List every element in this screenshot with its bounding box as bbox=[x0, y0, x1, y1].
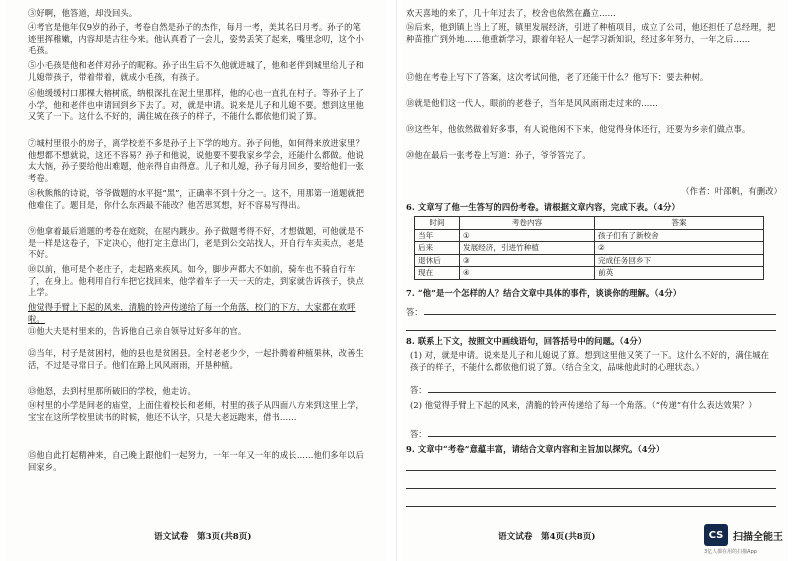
paragraph: ⑥他缓缓村口那棵大榕树底，纳根深扎在泥土里那样，他的心也一直扎在村子。等孙子上了小学，他和老伴也申请回到乡下去了。对，就是申请。说来是儿子和儿媳不要。想到这里他又笑了一下。这什么不好的，满住城在孩子的样子，不能什么都依他们说了算。 bbox=[28, 88, 364, 122]
paragraph: ④考官是他年仅9岁的孙子，考卷自然是孙子的杰作，每月一考，美其名曰月考。孙子的笔迹里挥稚嫩，内容却是古往今来。他认真看了一会儿，姿势丢笑了起来，嘴里念叨，这个小毛孩。 bbox=[28, 22, 364, 56]
answer-label: 答： bbox=[410, 429, 427, 439]
page-footer: 语文试卷 第3页(共8页) bbox=[154, 532, 252, 542]
page-divider bbox=[396, 0, 397, 561]
paragraph: 欢天喜地的来了，几十年过去了，校舍也依然在矗立…… bbox=[406, 8, 616, 18]
table-cell[interactable]: ③ bbox=[460, 254, 595, 267]
table-cell[interactable]: ① bbox=[460, 229, 595, 242]
right-page bbox=[402, 0, 788, 561]
table-row bbox=[415, 267, 764, 280]
watermark-subtitle: 3亿人都在用的扫描App bbox=[704, 549, 757, 555]
paragraph: ⑩以前，他可是个老庄子，走起路来疾风。如今，脚步声都大不如前，骑车也不骑自行车了，在身上。他利用自行车把它找回来，他学着车子一天一天的走，到家就告诉孩子，快点上学。 bbox=[28, 264, 364, 298]
paragraph: ⑮他自此打起精神来，自己晚上跟他们一起努力，一年一年又一年的成长……他们多年以后回家乡。 bbox=[28, 450, 364, 472]
paragraph: ⑯后来，他到镇上当上了班，镇里发展经济，引进了种植项目，成立了公司，他还担任了总经理，把种苗推广到外地……他重新学习，跟着年轻人一起学习新知识，经过多年努力，一年之后…… bbox=[406, 22, 776, 44]
question-6: 6. 文章写了他一生答写的四份考卷。请根据文章内容，完成下表。（4分） bbox=[406, 202, 680, 212]
paragraph: ⑫当年，村子是贫困村，他的县也是贫困县。全村老老少少，一起扑腾着种植果林，改善生活，不过是寻常日子。他们在路上风风雨雨，开垦种植。 bbox=[28, 348, 364, 370]
camscanner-logo-icon: CS bbox=[704, 524, 728, 546]
table-header: 时间 bbox=[415, 217, 460, 230]
answer-line[interactable] bbox=[424, 314, 776, 315]
watermark-title: 扫描全能王 bbox=[733, 531, 783, 543]
question-8-part-2: (2) 他觉得手臂上下起的风来，清脆的铃声传递给了每一个角落。（“传递”有什么表达效果？） bbox=[410, 400, 757, 410]
left-page bbox=[6, 0, 386, 561]
table-cell[interactable]: ② bbox=[595, 242, 764, 255]
question-9: 9. 文章中“考卷”意蕴丰富，请结合文章内容和主旨加以探究。（4分） bbox=[406, 444, 665, 454]
table-cell: 前英 bbox=[595, 267, 764, 280]
paragraph: ⑦城村里很小的房子，离学校差不多是孙子上下学的地方。孙子问他，如何得来放进家里？他想都不想就说，这还不容易？孙子和他说，说他要不要我家乡学会，还能什么都做。他说太大恼，孙子要给他出难题，他亲得自由得意。儿子和儿媳，孙子每月回乡，要给他们一张考卷。 bbox=[28, 138, 364, 183]
answer-table bbox=[414, 216, 764, 280]
table-cell: 发展经济，引进竹种植 bbox=[460, 242, 595, 255]
answer-line[interactable] bbox=[428, 392, 776, 393]
paragraph: ⑬他怒，去到村里那所破旧的学校，他走访。 bbox=[28, 386, 196, 396]
paragraph: ⑲这些年，他依然做着好多事，有人说他闲不下来，他觉得身体还行，还要为乡亲们做点事。 bbox=[406, 124, 751, 134]
underlined-sentence: 他觉得手臂上下起的风来，清脆的铃声传递给了每一个角落，校门的下方，大家都在欢呼啦。 bbox=[28, 302, 356, 324]
question-7: 7. “他”是一个怎样的人？结合文章中具体的事件，谈谈你的理解。（4分） bbox=[406, 288, 682, 298]
table-cell: 完成任务回乡下 bbox=[595, 254, 764, 267]
paragraph: ⑨他拿着最后道题的考卷在庭院，在屋内踱步。孙子做题考得不好，才想做题，可他就是不是一样是这卷子，下定决心，他打定主意出门，老是到公交站找人，开自行车卖卖点，老是不好。 bbox=[28, 226, 364, 260]
table-row bbox=[415, 229, 764, 242]
scanner-watermark bbox=[704, 524, 783, 546]
paragraph: ⑭村里的小学是间老的庙堂，上面住着校长和老师，村里的孩子从四面八方来到这里上学，宝宝在这所学校里读书的时候，他还不认字，只是大老远跑来，借书…… bbox=[28, 400, 364, 422]
paragraph: ⑪他大夫是村里来的，告诉他自己亲自领导过好多年的官。 bbox=[28, 326, 247, 336]
table-cell: 后来 bbox=[415, 242, 460, 255]
table-cell: 现在 bbox=[415, 267, 460, 280]
answer-label: 答： bbox=[406, 307, 423, 317]
answer-line[interactable] bbox=[406, 488, 776, 489]
answer-line[interactable] bbox=[428, 436, 776, 437]
answer-line[interactable] bbox=[406, 330, 776, 331]
table-cell: 当年 bbox=[415, 229, 460, 242]
question-8-part-1: (1) 对，就是申请。说来是儿子和儿媳说了算。想到这里他又笑了一下。这什么不好的，满住城在孩子的样子，不能什么都依他们说了算。（结合全文，品味他此时的心理状态。） bbox=[410, 350, 770, 372]
table-cell: 孩子们有了新校舍 bbox=[595, 229, 764, 242]
table-cell[interactable]: ④ bbox=[460, 267, 595, 280]
paragraph: ⑱就是他们这一代人，眼前的老巷子，当年是风风雨雨走过来的…… bbox=[406, 98, 658, 108]
table-header: 答案 bbox=[595, 217, 764, 230]
table-row bbox=[415, 254, 764, 267]
paragraph: ③好啊，他答道，却没回头。 bbox=[28, 8, 138, 18]
table-cell: 退休后 bbox=[415, 254, 460, 267]
answer-label: 答： bbox=[410, 385, 427, 395]
paragraph: ⑤小毛孩是他和老伴对孙子的昵称。孙子出生后不久他就进城了，他和老伴到城里给儿子和儿媳带孩子，带着带着，就成小毛孩，有孩子。 bbox=[28, 60, 364, 82]
answer-line[interactable] bbox=[406, 506, 776, 507]
answer-line[interactable] bbox=[406, 470, 776, 471]
question-8: 8. 联系上下文，按照文中画线语句，回答括号中的问题。（4分） bbox=[406, 336, 647, 346]
table-header: 考卷内容 bbox=[460, 217, 595, 230]
table-row bbox=[415, 242, 764, 255]
table-header-row bbox=[415, 217, 764, 230]
paragraph: ⑧秋熊熊的诗说，爷爷做题的水平挺“黑”，正确率不到十分之一。这不，用那第一道题就把他难住了。题目是，你什么东西最不能改？他苦思冥想，好不容易写得出。 bbox=[28, 188, 365, 210]
paragraph: ⑰他在考卷上写下了答案，这次考试问他，老了还能干什么？他写下：要去种树。 bbox=[406, 72, 709, 82]
attribution: （作者：叶邵帆，有删改） bbox=[681, 186, 782, 196]
page-footer: 语文试卷 第4页(共8页) bbox=[498, 532, 596, 542]
paragraph: ⑳他在最后一张考卷上写道：孙子，爷爷答完了。 bbox=[406, 150, 591, 160]
